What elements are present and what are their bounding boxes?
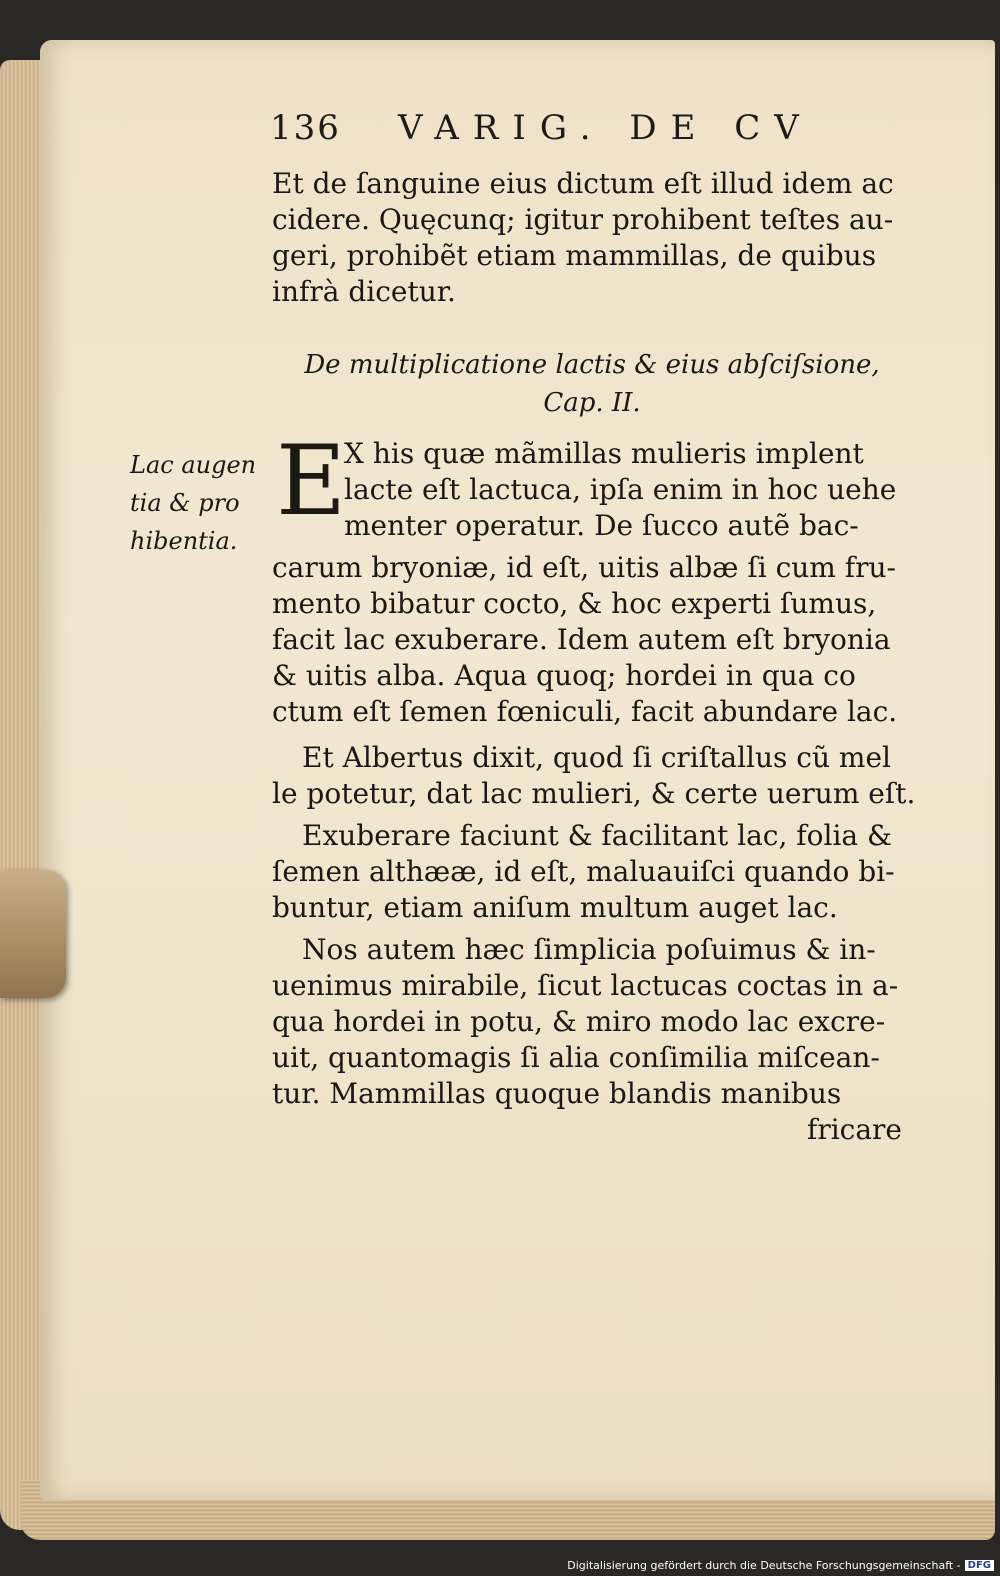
text-line: menter operatur. De ſucco autẽ bac- — [344, 509, 859, 542]
margin-note — [130, 446, 260, 560]
text-line: lacte eſt lactuca, ipſa enim in hoc uehe — [344, 473, 897, 506]
text-line: facit lac exuberare. Idem autem eſt bryonia — [272, 623, 891, 656]
footer-credit — [567, 1559, 994, 1572]
footer-credit-text: Digitalisierung gefördert durch die Deutsche Forschungsgemeinschaft - — [567, 1559, 961, 1572]
text-line: ſemen althææ, id eſt, maluauiſci quando bi- — [272, 855, 895, 888]
text-line: carum bryoniæ, id eſt, uitis albæ ſi cum fru- — [272, 551, 896, 584]
chapter-heading — [272, 346, 912, 422]
text-line: uit, quantomagis ſi alia conſimilia miſcean- — [272, 1041, 880, 1074]
chapter-number: Cap. II. — [543, 388, 641, 418]
text-line: mento bibatur cocto, & hoc experti ſumus, — [272, 587, 877, 620]
text-line: le potetur, dat lac mulieri, & certe uerum eſt. — [272, 777, 916, 810]
text-line: qua hordei in potu, & miro modo lac excre- — [272, 1005, 886, 1038]
text-line: Exuberare faciunt & facilitant lac, folia & — [302, 819, 892, 852]
book-clasp — [0, 870, 66, 998]
text-line: Et de ſanguine eius dictum eſt illud idem ac — [272, 167, 894, 200]
text-line: uenimus mirabile, ſicut lactucas coctas in a- — [272, 969, 899, 1002]
margin-note-line: hibentia. — [130, 527, 238, 555]
text-line: buntur, etiam aniſum multum auget lac. — [272, 891, 838, 924]
text-line: cidere. Quęcunq; igitur prohibent teſtes au- — [272, 203, 894, 236]
text-line: tur. Mammillas quoque blandis manibus — [272, 1077, 842, 1110]
text-line: & uitis alba. Aqua quoq; hordei in qua co — [272, 659, 856, 692]
body-paragraph-1 — [272, 550, 912, 730]
drop-cap: E — [276, 425, 347, 537]
catchword: fricare — [806, 1113, 902, 1146]
text-line: Nos autem hæc ſimplicia poſuimus & in- — [302, 933, 876, 966]
body-paragraph-3 — [272, 818, 912, 926]
margin-note-line: Lac augen — [130, 451, 257, 479]
text-line: infrà dicetur. — [272, 275, 456, 308]
running-title: VARIG. DE CV — [398, 108, 813, 148]
page-number: 136 — [270, 108, 341, 148]
chapter-title: De multiplicatione lactis & eius abſciſsione, — [304, 350, 880, 380]
body-paragraph-2 — [272, 740, 916, 812]
text-line: Et Albertus dixit, quod ſi criſtallus cũ mel — [302, 741, 891, 774]
text-line: ctum eſt ſemen fœniculi, facit abundare lac. — [272, 695, 898, 728]
first-lines-beside-dropcap — [344, 436, 914, 544]
body-paragraph-4 — [272, 932, 912, 1148]
dfg-logo: DFG — [965, 1560, 994, 1571]
text-line: geri, prohibẽt etiam mammillas, de quibus — [272, 239, 877, 272]
text-line: X his quæ mãmillas mulieris implent — [344, 437, 864, 470]
margin-note-line: tia & pro — [130, 489, 240, 517]
top-paragraph — [272, 166, 912, 310]
